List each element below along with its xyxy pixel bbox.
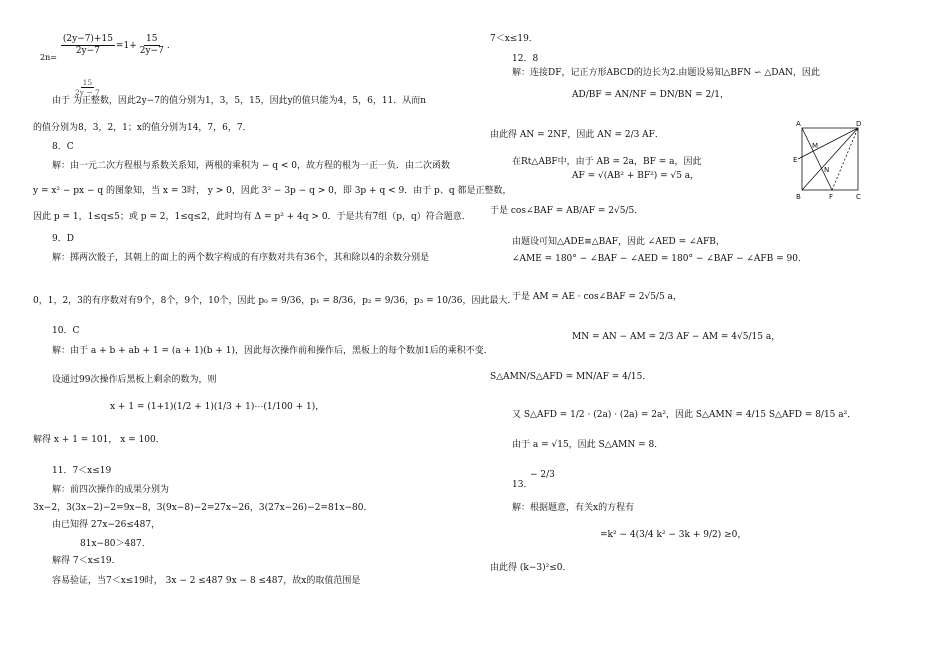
segment-bd [802, 128, 858, 190]
frac-denominator-2: 2y−7 [139, 45, 164, 56]
solution-text: 因此 p = 1，1≤q≤5；或 p = 2，1≤q≤2，此时均有 Δ = p² + 4q > 0．于是共有7组（p，q）符合题意． [33, 212, 471, 222]
segment-ed [798, 128, 858, 159]
formula: MN = AN − AM = 2/3 AF − AM = 4√5/15 a， [572, 332, 781, 342]
text-line: 由于 为正整数，因此2y−7的值分别为1，3，5，15，因此y的值只能为4，5，6，11．从而n [52, 96, 427, 106]
text-line: 7＜x≤19． [490, 34, 538, 44]
question-number: 9．D [52, 234, 74, 244]
question-number: 8．C [52, 142, 74, 152]
frac-numerator-2: 15 [146, 34, 158, 44]
solution-text: 解：根据题意，有关x的方程有 [512, 503, 635, 513]
question-number: 13． [512, 480, 533, 490]
solution-text: 由已知得 27x−26≤487， [52, 520, 161, 530]
label: D [856, 120, 862, 128]
label: A [796, 120, 801, 128]
label: E [793, 156, 798, 164]
formula: x + 1 = (1+1)(1/2 + 1)(1/3 + 1)⋯(1/100 + 1)， [110, 402, 325, 412]
formula: S△AMN/S△AFD = MN/AF = 4/15． [490, 372, 652, 382]
label: N [824, 166, 830, 174]
solution-text: 解：由一元二次方程根与系数关系知，两根的乘积为 − q < 0，故方程的根为一正一负．由二次函数 [52, 161, 451, 171]
formula: 由于 a = √15，因此 S△AMN = 8． [512, 440, 664, 450]
formula-line-1: 2n= $\frac{(2y-7)+15}{2y-7}$ =1+ $\frac{15}{2y-7}$ . [40, 34, 170, 62]
solution-text: 解：前四次操作的成果分别为 [52, 485, 170, 495]
formula: AF = √(AB² + BF²) = √5 a， [572, 171, 700, 181]
solution-text: 解：掷两次骰子，其朝上的面上的两个数字构成的有序数对共有36个，其和除以4的余数分别是 [52, 253, 430, 263]
equals: =1+ [115, 40, 137, 51]
label: C [856, 193, 861, 201]
text-line: 的值分别为8，3，2，1；x的值分别为14，7，6，7． [33, 123, 252, 133]
frac-denominator: 2y−7 [75, 45, 100, 56]
formula: ∠AME = 180° − ∠BAF − ∠AED = 180° − ∠BAF − ∠AFB = 90． [512, 254, 807, 264]
solution-text: 由此得 AN = 2NF，因此 AN = 2/3 AF． [490, 130, 664, 140]
solution-text: 容易验证，当7＜x≤19时， 3x − 2 ≤487 9x − 8 ≤487，故x的取值范围是 [52, 576, 361, 586]
solution-text: 在Rt△ABF中，由于 AB = 2a，BF = a，因此 [512, 157, 702, 167]
label: F [829, 193, 834, 201]
square-figure [790, 118, 870, 202]
formula: 于是 AM = AE · cos∠BAF = 2√5/5 a， [512, 292, 682, 302]
label: M [812, 142, 819, 150]
solution-text: y = x² − px − q 的图象知，当 x = 3时， y > 0，因此 3² − 3p − q > 0，即 3p + q < 9．由于 p、q 都是正整数， [33, 186, 512, 196]
solution-text: 0，1，2，3的有序数对有9个，8个，9个，10个，因此 p₀ = 9/36，p₁ = 8/36，p₂ = 9/36，p₃ = 10/36，因此最大． [33, 296, 517, 306]
solution-text: 解：由于 a + b + ab + 1 = (a + 1)(b + 1)，因此每次操作前和操作后，黑板上的每个数加1后的乘积不变． [52, 346, 493, 356]
formula: 又 S△AFD = 1/2 · (2a) · (2a) = 2a²，因此 S△AMN = 4/15 S△AFD = 8/15 a²． [512, 410, 857, 420]
segment-df [832, 128, 858, 190]
question-number: 10．C [52, 326, 80, 336]
answer: − 2/3 [530, 470, 555, 480]
solution-text: 解得 7＜x≤19． [52, 556, 121, 566]
solution-text: 81x−80＞487． [80, 539, 151, 549]
small-fraction [72, 78, 103, 97]
solution-text: 解得 x + 1 = 101， x = 100． [33, 435, 165, 445]
fraction-2 [138, 34, 166, 57]
formula-prefix: 2n= [40, 52, 57, 62]
solution-text: 于是 cos∠BAF = AB/AF = 2√5/5． [490, 206, 644, 216]
small-frac-den: 2y − 7 [75, 88, 100, 97]
question-number: 11．7＜x≤19 [52, 466, 112, 476]
solution-text: 3x−2，3(3x−2)−2=9x−8，3(9x−8)−2=27x−26，3(27x−26)−2=81x−80． [33, 503, 373, 513]
frac-numerator: (2y−7)+15 [62, 34, 113, 44]
fraction [61, 34, 115, 57]
question-number: 12．8 [512, 54, 539, 64]
formula: AD/BF = AN/NF = DN/BN = 2/1， [572, 90, 730, 100]
formula: =k² − 4(3/4 k² − 3k + 9/2) ≥0， [600, 530, 747, 540]
segment-af [802, 128, 832, 190]
solution-text: 解：连接DF，记正方形ABCD的边长为2.由题设易知△BFN ∽ △DAN，因此 [512, 68, 820, 78]
solution-text: 由此得 (k−3)²≤0． [490, 563, 572, 573]
label: B [796, 193, 801, 201]
solution-text: 由题设可知△ADE≌△BAF，因此 ∠AED = ∠AFB， [512, 237, 725, 247]
solution-text: 设通过99次操作后黑板上剩余的数为，则 [52, 375, 217, 385]
small-frac-num: 15 [82, 78, 93, 87]
